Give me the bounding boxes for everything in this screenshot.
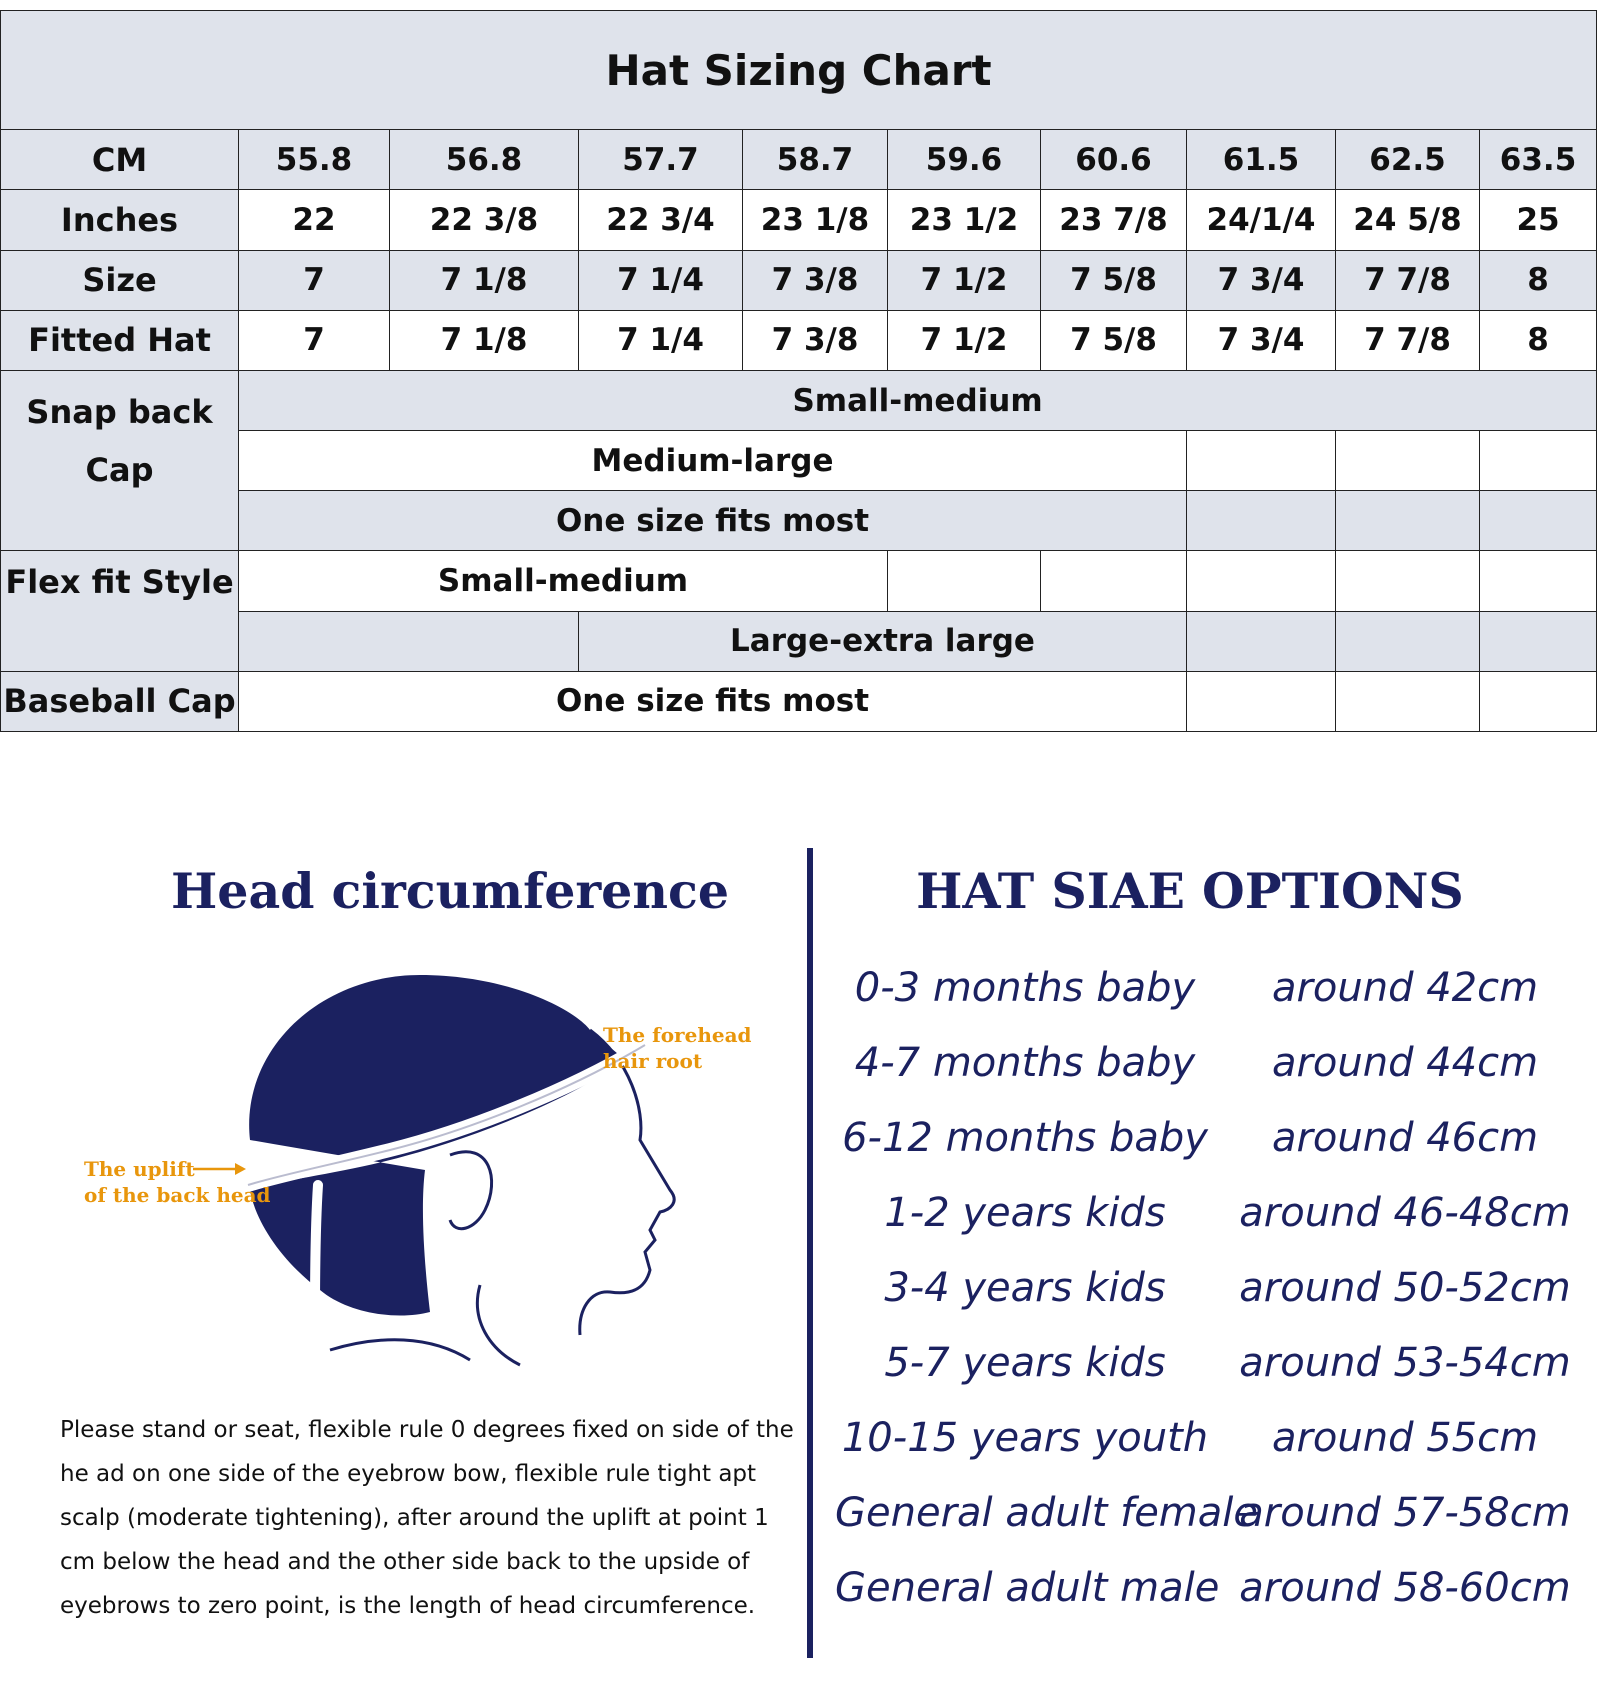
inches-cell: 25: [1480, 190, 1597, 250]
flexfit-row-2: [1, 611, 1597, 671]
size-label: Size: [1, 250, 239, 310]
size-cell: 7 5/8: [1041, 250, 1187, 310]
list-item: [835, 950, 1595, 1025]
head-size: around 53-54cm: [1239, 1339, 1571, 1386]
age-group: 1-2 years kids: [884, 1189, 1166, 1236]
head-cap-shape: [249, 975, 625, 1316]
hat-sizing-table: [0, 10, 1597, 732]
snapback-label-line1: Snap back: [26, 392, 213, 431]
table-title: Hat Sizing Chart: [1, 11, 1597, 130]
empty-cell: [1336, 611, 1480, 671]
uplift-label-line1: The uplift: [84, 1157, 195, 1181]
flexfit-small-medium: Small-medium: [239, 551, 888, 611]
inches-cell: 22 3/4: [579, 190, 743, 250]
measurement-instructions: Please stand or seat, flexible rule 0 degrees fixed on side of the he ad on one side of the eyebrow bow, flexible rule tight apt scalp (moderate tightening), after around the uplift at point 1 cm below the head and the other side back to the upside of eyebrows to zero point, is the length of head circumference.: [60, 1417, 794, 1619]
inches-cell: 22 3/8: [390, 190, 579, 250]
head-size: around 44cm: [1271, 1039, 1539, 1086]
vertical-divider: [807, 848, 813, 1658]
hat-size-options-title: HAT SIAE OPTIONS: [916, 862, 1464, 920]
head-size: around 42cm: [1271, 964, 1539, 1011]
fitted-cell: 7: [239, 310, 390, 370]
age-group: 3-4 years kids: [884, 1264, 1166, 1311]
size-cell: 7 1/8: [390, 250, 579, 310]
empty-cell: [1480, 431, 1597, 491]
age-group: General adult male: [835, 1564, 1220, 1611]
snapback-label-line2: Cap: [85, 450, 154, 489]
fitted-cell: 7 1/8: [390, 310, 579, 370]
cm-cell: 62.5: [1336, 130, 1480, 190]
empty-cell: [1187, 611, 1336, 671]
size-cell: 7 1/4: [579, 250, 743, 310]
head-size: around 50-52cm: [1239, 1264, 1571, 1311]
snapback-row-1: [1, 370, 1597, 430]
empty-cell: [1480, 671, 1597, 731]
empty-cell: [1041, 551, 1187, 611]
empty-cell: [1187, 551, 1336, 611]
head-size: around 46-48cm: [1239, 1189, 1571, 1236]
fitted-cell: 8: [1480, 310, 1597, 370]
snapback-medium-large: Medium-large: [239, 431, 1187, 491]
snapback-row-3: [1, 491, 1597, 551]
arrow-right-icon: [193, 1163, 246, 1175]
age-group: 0-3 months baby: [854, 964, 1196, 1011]
snapback-row-2: [1, 431, 1597, 491]
fitted-hat-label: Fitted Hat: [1, 310, 239, 370]
size-cell: 7 7/8: [1336, 250, 1480, 310]
size-cell: 8: [1480, 250, 1597, 310]
baseball-row: [1, 671, 1597, 731]
empty-cell: [239, 611, 579, 671]
empty-cell: [1480, 611, 1597, 671]
list-item: [835, 1400, 1595, 1475]
forehead-label-line1: The forehead: [603, 1023, 752, 1047]
list-item: [835, 1550, 1595, 1625]
fitted-cell: 7 1/2: [888, 310, 1041, 370]
age-group: 10-15 years youth: [841, 1414, 1209, 1461]
list-item: [835, 1475, 1595, 1550]
inches-cell: 23 7/8: [1041, 190, 1187, 250]
cm-cell: 63.5: [1480, 130, 1597, 190]
cm-cell: 58.7: [743, 130, 888, 190]
cm-cell: 56.8: [390, 130, 579, 190]
cm-cell: 61.5: [1187, 130, 1336, 190]
empty-cell: [1336, 431, 1480, 491]
snapback-one-size: One size fits most: [239, 491, 1187, 551]
inches-cell: 23 1/2: [888, 190, 1041, 250]
cm-cell: 59.6: [888, 130, 1041, 190]
head-measurement-illustration: [70, 940, 790, 1390]
inches-cell: 24 5/8: [1336, 190, 1480, 250]
ear-shape: [450, 1152, 492, 1229]
list-item: [835, 1325, 1595, 1400]
head-size: around 57-58cm: [1239, 1489, 1571, 1536]
forehead-label-line2: hair root: [603, 1049, 703, 1073]
size-cell: 7: [239, 250, 390, 310]
head-size: around 58-60cm: [1239, 1564, 1571, 1611]
list-item: [835, 1100, 1595, 1175]
size-cell: 7 1/2: [888, 250, 1041, 310]
flexfit-label: Flex fit Style: [1, 551, 239, 671]
baseball-one-size: One size fits most: [239, 671, 1187, 731]
head-circumference-title: Head circumference: [171, 862, 729, 920]
list-item: [835, 1250, 1595, 1325]
empty-cell: [1336, 551, 1480, 611]
empty-cell: [1336, 491, 1480, 551]
inches-cell: 23 1/8: [743, 190, 888, 250]
uplift-label-line2: of the back head: [84, 1183, 271, 1207]
empty-cell: [1187, 431, 1336, 491]
list-item: [835, 1025, 1595, 1100]
cm-row: [1, 130, 1597, 190]
inches-row: [1, 190, 1597, 250]
fitted-cell: 7 3/4: [1187, 310, 1336, 370]
head-size: around 46cm: [1271, 1114, 1539, 1161]
cm-cell: 55.8: [239, 130, 390, 190]
age-group: 6-12 months baby: [842, 1114, 1208, 1161]
age-group: 4-7 months baby: [854, 1039, 1196, 1086]
neck-back-line: [477, 1285, 520, 1365]
snapback-label: [1, 370, 239, 550]
size-row: [1, 250, 1597, 310]
fitted-cell: 7 7/8: [1336, 310, 1480, 370]
size-cell: 7 3/4: [1187, 250, 1336, 310]
size-options-list: [835, 950, 1595, 1625]
baseball-label: Baseball Cap: [1, 671, 239, 731]
fitted-cell: 7 5/8: [1041, 310, 1187, 370]
empty-cell: [888, 551, 1041, 611]
age-group: General adult female: [835, 1489, 1259, 1536]
flexfit-large-xl: Large-extra large: [579, 611, 1187, 671]
fitted-cell: 7 3/8: [743, 310, 888, 370]
inches-cell: 22: [239, 190, 390, 250]
empty-cell: [1480, 491, 1597, 551]
cm-cell: 60.6: [1041, 130, 1187, 190]
neck-front-line: [330, 1340, 470, 1360]
head-size: around 55cm: [1271, 1414, 1539, 1461]
empty-cell: [1187, 491, 1336, 551]
fitted-cell: 7 1/4: [579, 310, 743, 370]
inches-label: Inches: [1, 190, 239, 250]
flexfit-row-1: [1, 551, 1597, 611]
age-group: 5-7 years kids: [884, 1339, 1166, 1386]
empty-cell: [1480, 551, 1597, 611]
empty-cell: [1187, 671, 1336, 731]
inches-cell: 24/1/4: [1187, 190, 1336, 250]
list-item: [835, 1175, 1595, 1250]
size-cell: 7 3/8: [743, 250, 888, 310]
snapback-small-medium: Small-medium: [239, 370, 1597, 430]
cm-label: CM: [1, 130, 239, 190]
tape-strap: [315, 1185, 318, 1315]
cm-cell: 57.7: [579, 130, 743, 190]
fitted-hat-row: [1, 310, 1597, 370]
empty-cell: [1336, 671, 1480, 731]
